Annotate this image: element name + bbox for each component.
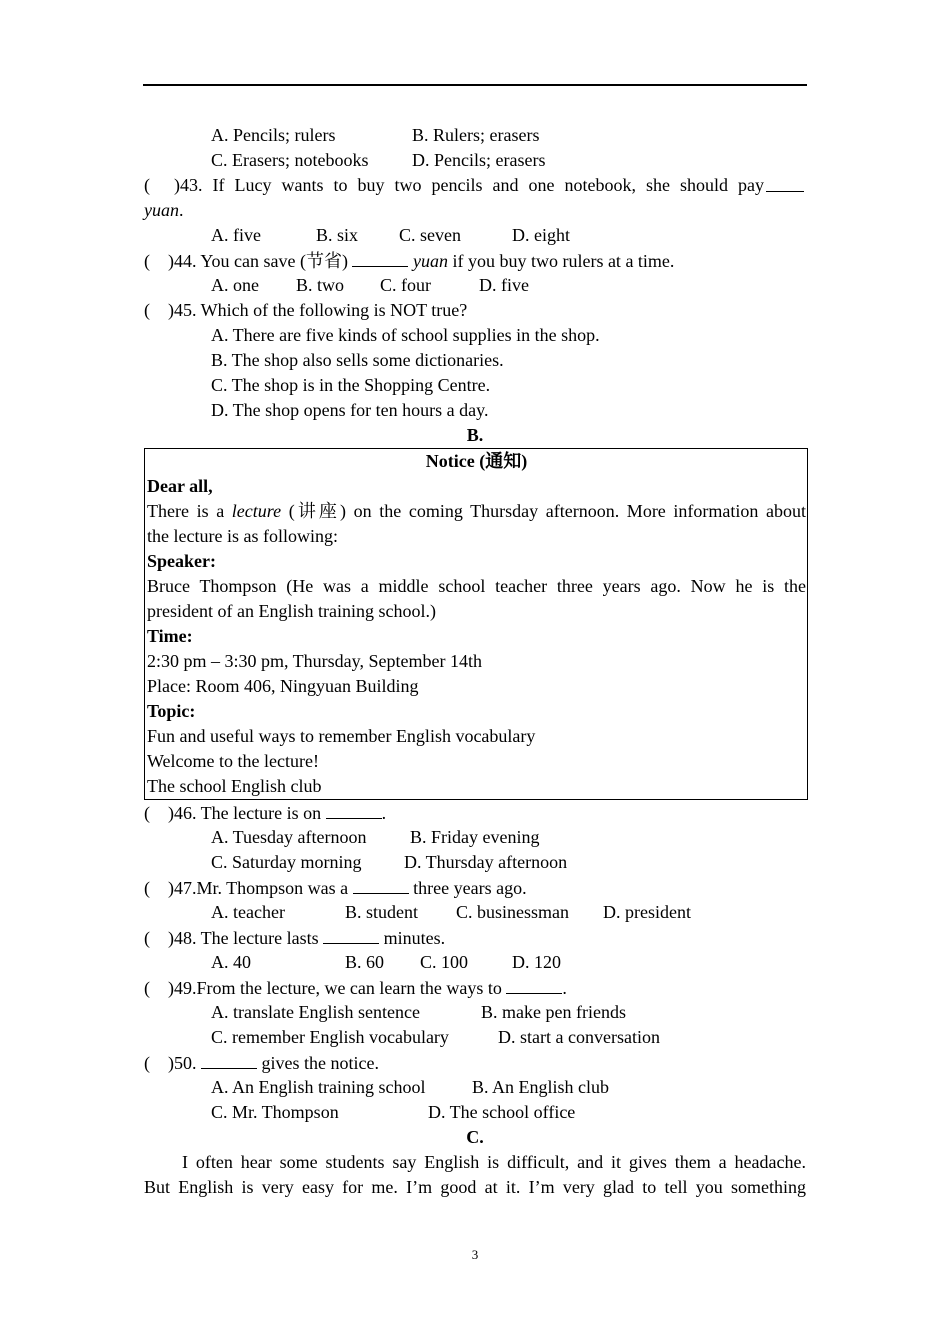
q43-continuation: [144, 198, 806, 223]
q43-paren-open: (: [144, 175, 150, 195]
q45-option-d: D. The shop opens for ten hours a day.: [211, 400, 489, 420]
q42-option-c: C. Erasers; notebooks: [211, 150, 369, 170]
q50-option-b: B. An English club: [472, 1077, 610, 1097]
q44-option-c: C. four: [380, 275, 431, 295]
notice-greeting: Dear all,: [147, 476, 213, 496]
q50-option-d: D. The school office: [428, 1102, 576, 1122]
q48-option-d: D. 120: [512, 952, 561, 972]
page-content: [144, 123, 806, 1200]
q49-options-row-2: [144, 1025, 806, 1050]
notice-speaker-line-1: Bruce Thompson (He was a middle school teacher three years ago. Now he is the: [147, 576, 806, 596]
q47-option-d: D. president: [603, 902, 691, 922]
q43-question: [144, 173, 806, 198]
q46-option-c: C. Saturday morning: [211, 852, 362, 872]
notice-signature: The school English club: [147, 776, 322, 796]
q44-options: [144, 273, 806, 298]
q45-option-d-row: [144, 398, 806, 423]
q49-question: [144, 975, 806, 1000]
q44-question: [144, 248, 806, 273]
notice-box: [144, 448, 808, 800]
q45-text: ( )45. Which of the following is NOT true?: [144, 300, 468, 320]
q50-prefix: ( )50.: [144, 1053, 201, 1073]
q47-option-b: B. student: [345, 902, 419, 922]
q43-option-c: C. seven: [399, 225, 461, 245]
q49-prefix: ( )49.From the lecture, we can learn the ways to: [144, 978, 507, 998]
q43-option-d: D. eight: [512, 225, 570, 245]
q46-question: [144, 800, 806, 825]
q46-option-a: A. Tuesday afternoon: [211, 827, 367, 847]
q49-suffix: .: [562, 978, 567, 998]
q45-option-b-row: [144, 348, 806, 373]
q44-prefix: ( )44. You can save (节省): [144, 251, 353, 271]
q48-option-b: B. 60: [345, 952, 385, 972]
notice-intro-line-2: the lecture is as following:: [147, 526, 338, 546]
notice-intro-c: (讲座) on the coming Thursday afternoon. More information about: [281, 501, 806, 521]
q47-option-a: A. teacher: [211, 902, 285, 922]
section-b-heading: B.: [466, 425, 484, 445]
q42-option-b: B. Rulers; erasers: [412, 125, 540, 145]
q48-blank: [323, 925, 379, 944]
notice-speaker-line-2: president of an English training school.): [147, 601, 436, 621]
q49-option-c: C. remember English vocabulary: [211, 1027, 449, 1047]
notice-speaker-label: Speaker:: [147, 551, 216, 571]
q45-option-c-row: [144, 373, 806, 398]
section-c-heading: C.: [466, 1127, 484, 1147]
notice-place: Place: Room 406, Ningyuan Building: [147, 676, 419, 696]
q47-option-c: C. businessman: [456, 902, 570, 922]
q49-option-b: B. make pen friends: [481, 1002, 626, 1022]
notice-topic-label: Topic:: [147, 701, 196, 721]
q49-options-row-1: [144, 1000, 806, 1025]
notice-topic: Fun and useful ways to remember English vocabulary: [147, 726, 536, 746]
q42-options-row-2: [144, 148, 806, 173]
q44-option-d: D. five: [479, 275, 529, 295]
q48-suffix: minutes.: [379, 928, 446, 948]
notice-intro-lecture: lecture: [231, 501, 282, 521]
q43-paren-close: ): [174, 175, 180, 195]
q43-text: 43. If Lucy wants to buy two pencils and one notebook, she should pay: [180, 175, 764, 195]
q45-option-c: C. The shop is in the Shopping Centre.: [211, 375, 491, 395]
q46-blank: [326, 800, 382, 819]
q44-option-b: B. two: [296, 275, 345, 295]
q46-option-b: B. Friday evening: [410, 827, 540, 847]
q44-blank: [352, 248, 408, 267]
q45-option-a-row: [144, 323, 806, 348]
q48-option-c: C. 100: [420, 952, 469, 972]
notice-time-label: Time:: [147, 626, 193, 646]
q50-options-row-2: [144, 1100, 806, 1125]
q43-yuan: yuan: [144, 200, 179, 220]
q43-options: [144, 223, 806, 248]
q50-suffix: gives the notice.: [257, 1053, 379, 1073]
q47-options: [144, 900, 806, 925]
q50-blank: [201, 1050, 257, 1069]
q45-question: [144, 298, 806, 323]
q46-options-row-2: [144, 850, 806, 875]
q43-option-a: A. five: [211, 225, 261, 245]
passage-c-line-2: But English is very easy for me. I’m good at it. I’m very glad to tell you something: [144, 1177, 806, 1197]
q50-options-row-1: [144, 1075, 806, 1100]
q49-option-d: D. start a conversation: [498, 1027, 660, 1047]
q42-option-d: D. Pencils; erasers: [412, 150, 546, 170]
q43-blank: [766, 173, 804, 192]
q43-period: .: [179, 200, 184, 220]
q42-options-row-1: [144, 123, 806, 148]
q47-prefix: ( )47.Mr. Thompson was a: [144, 878, 353, 898]
notice-title: Notice (通知): [425, 451, 528, 471]
q48-option-a: A. 40: [211, 952, 251, 972]
q48-question: [144, 925, 806, 950]
q49-blank: [506, 975, 562, 994]
q46-prefix: ( )46. The lecture is on: [144, 803, 326, 823]
q44-suffix: if you buy two rulers at a time.: [447, 251, 675, 271]
notice-intro-line-1: [146, 499, 806, 524]
q47-question: [144, 875, 806, 900]
q42-option-a: A. Pencils; rulers: [211, 125, 336, 145]
q45-option-a: A. There are five kinds of school supplies in the shop.: [211, 325, 600, 345]
page-number: 3: [471, 1247, 479, 1262]
q48-options: [144, 950, 806, 975]
notice-time: 2:30 pm – 3:30 pm, Thursday, September 14th: [147, 651, 482, 671]
q47-blank: [353, 875, 409, 894]
q46-option-d: D. Thursday afternoon: [404, 852, 568, 872]
q45-option-b: B. The shop also sells some dictionaries.: [211, 350, 504, 370]
notice-welcome: Welcome to the lecture!: [147, 751, 319, 771]
q43-option-b: B. six: [316, 225, 359, 245]
q48-prefix: ( )48. The lecture lasts: [144, 928, 324, 948]
header-rule: [143, 84, 807, 86]
notice-intro-a: There is a: [147, 501, 232, 521]
q50-question: [144, 1050, 806, 1075]
q46-options-row-1: [144, 825, 806, 850]
q44-yuan: yuan: [412, 251, 448, 271]
q46-suffix: .: [381, 803, 387, 823]
passage-c-line-1: I often hear some students say English is difficult, and it gives them a headache.: [182, 1152, 806, 1172]
q49-option-a: A. translate English sentence: [211, 1002, 420, 1022]
q47-suffix: three years ago.: [408, 878, 527, 898]
q50-option-c: C. Mr. Thompson: [211, 1102, 339, 1122]
q50-option-a: A. An English training school: [211, 1077, 426, 1097]
q44-option-a: A. one: [211, 275, 259, 295]
